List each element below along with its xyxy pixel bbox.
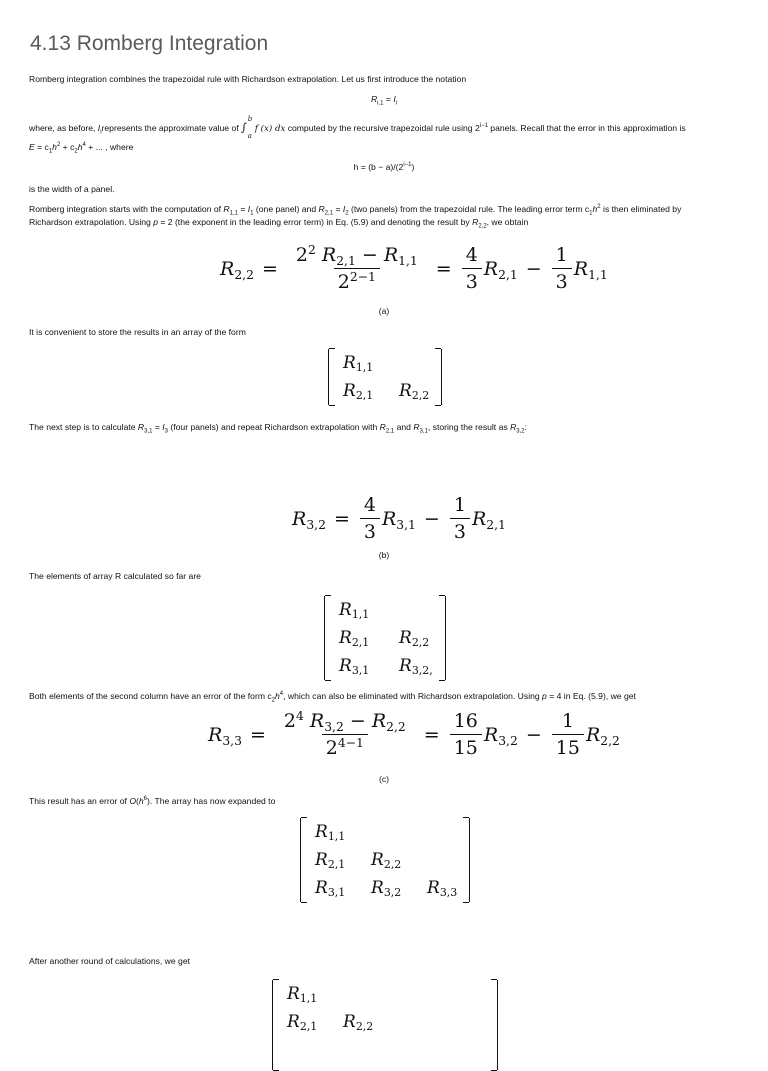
paragraph-another-round: After another round of calculations, we get — [29, 956, 190, 966]
section-title: 4.13 Romberg Integration — [30, 32, 269, 55]
paragraph-error: $E = c_1h^2 + c_2h^4$ + ... , where — [29, 142, 134, 155]
paragraph-store: It is convenient to store the results in an array of the form — [29, 327, 246, 337]
paragraph-elements: The elements of array R calculated so far are — [29, 571, 201, 581]
array-r-3x3: $R_{1,1}$ $R_{2,1}$ $R_{2,2}$ $R_{3,1}$ $R_{3,2}$ $R_{3,3}$ — [300, 818, 470, 902]
array-r-3x2: $R_{1,1}$ $R_{2,1}$ $R_{2,2}$ $R_{3,1}$ $R_{3,2,}$ — [324, 596, 446, 680]
equation-h: $h = (b - a)/(2^{i-1})$ — [353, 162, 415, 172]
array-r-4x4-partial: $R_{1,1}$ $R_{2,1}$ $R_{2,2}$ — [272, 980, 498, 1070]
paragraph-intro: Romberg integration combines the trapezoidal rule with Richardson extrapolation. Let us first introduce the notation — [29, 74, 467, 84]
equation-b: $R_{3,2}$ = $\frac{4}{3}$ $R_{3,1}$ − $\frac{1}{3}$ $R_{2,1}$ — [292, 494, 506, 543]
equation-b-label: (b) — [378, 550, 390, 560]
paragraph-where: where, as before, $I_irepresents$ the approximate value of ∫ b a f (x) dx computed by the recursive trapezoidal rule using $2^{i-1}$ panels. Recall that the error in this approximation is — [29, 115, 686, 140]
equation-c: $R_{3,3}$ = $\frac{2^4 R_{3,2} - R_{2,2}}{2^{4-1}}$ = $\frac{16}{15}$ $R_{3,2}$ − $\frac{1}{15}$ $R_{2,2}$ — [208, 709, 620, 759]
array-r-2x2: $R_{1,1}$ $R_{2,1}$ $R_{2,2}$ — [328, 349, 442, 405]
equation-a-label: (a) — [378, 306, 390, 316]
paragraph-second-column: Both elements of the second column have an error of the form $c_2h^4$, which can also be eliminated with Richardson extrapolation. Using p = 4 in Eq. (5.9), we get — [29, 691, 636, 704]
paragraph-result-error: This result has an error of $O(h^6)$. The array has now expanded to — [29, 796, 276, 806]
equation-a: $R_{2,2}$ = $\frac{2^2 R_{2,1} - R_{1,1}}{2^{2-1}}$ = $\frac{4}{3}$ $R_{2,1}$ − $\frac{1}{3}$ $R_{1,1}$ — [220, 243, 608, 293]
paragraph-romberg-start: Romberg integration starts with the computation of $R_{1,1} = I_1$ (one panel) and $R_{2,1} = I_2$ (two panels) from the trapezoidal rule. The leading error term $c_1h^2$ is then eliminated by Richardson extrapolation. Using p = 2 (the exponent in the leading error term) in Eq. (5.9) and denoting the result by $R_{2,2}$, we obtain — [29, 204, 682, 230]
equation-rii: $R_{i,1} = I_i$ — [370, 94, 398, 107]
equation-c-label: (c) — [378, 774, 390, 784]
paragraph-next-step: The next step is to calculate $R_{3,1} = I_3$ (four panels) and repeat Richardson extrapolation with $R_{2,1}$ and $R_{3,1}$, storing the result as $R_{3,2}$: — [29, 422, 528, 435]
paragraph-width: is the width of a panel. — [29, 184, 115, 194]
integral-sign: ∫ — [241, 121, 247, 134]
